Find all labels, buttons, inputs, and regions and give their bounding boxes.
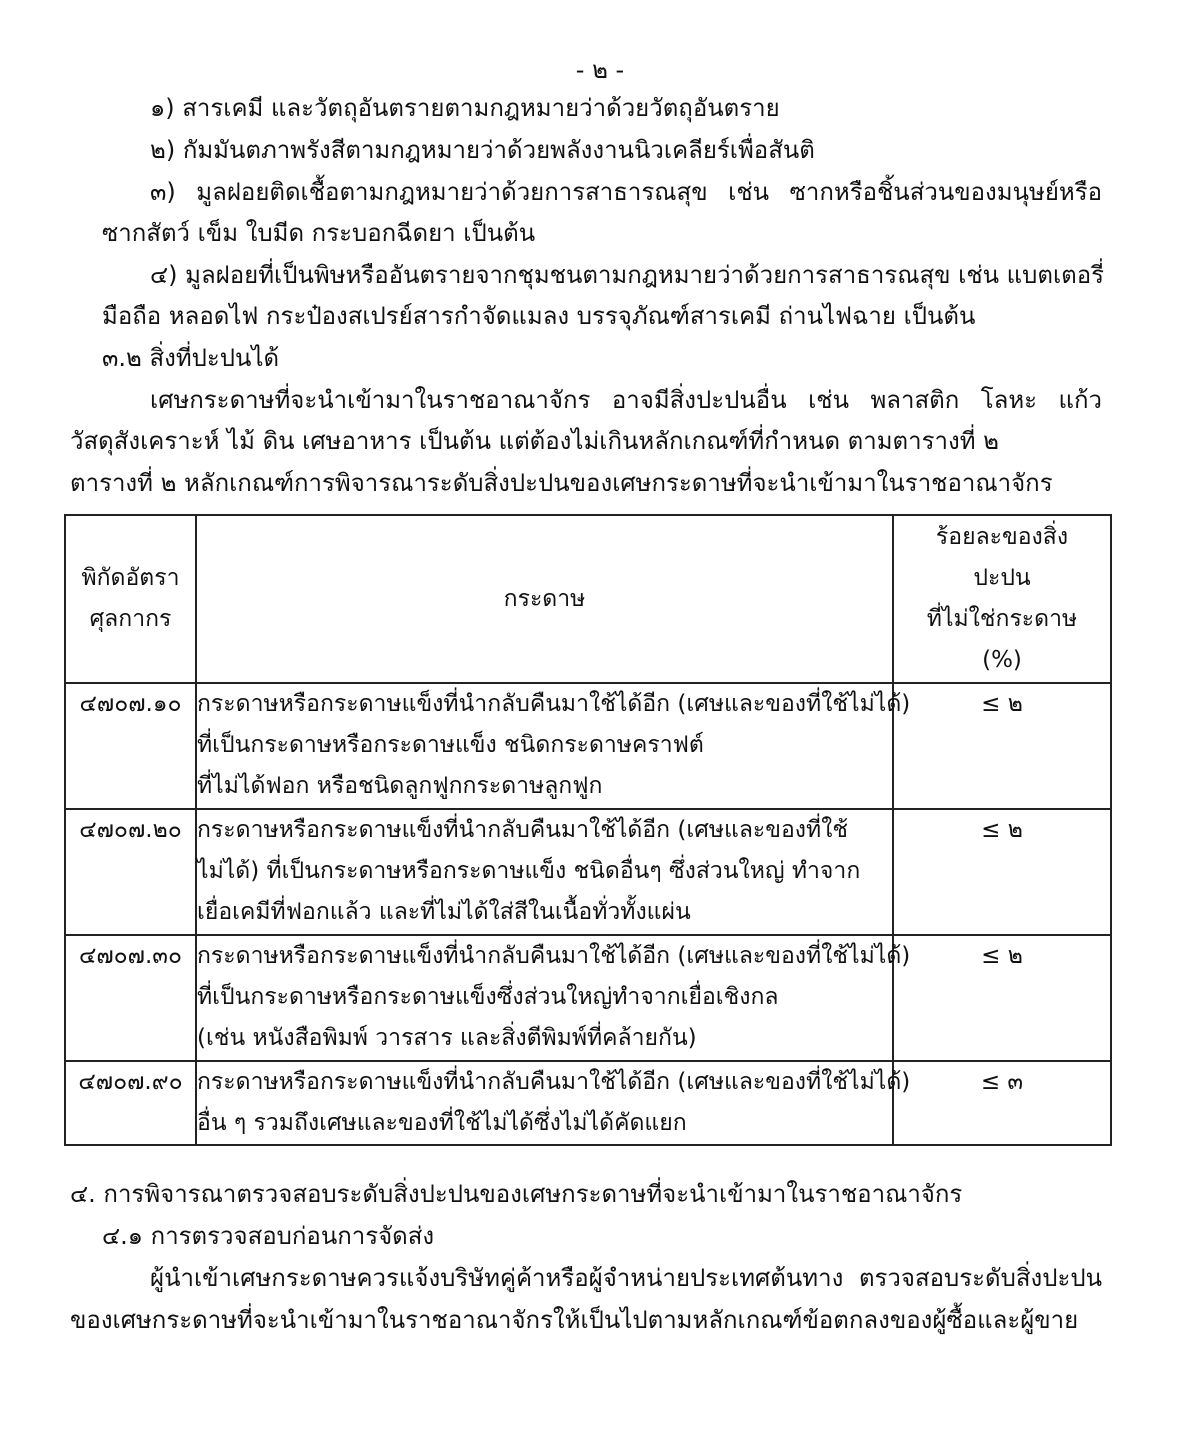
description-cell: กระดาษหรือกระดาษแข็งที่นำกลับคืนมาใช้ได้อีก (เศษและของที่ใช้ไม่ได้) ที่เป็นกระดาษหรือกระดาษแข็ง ชนิดกระดาษคราฟต์ ที่ไม่ได้ฟอก หรือชนิดลูกฟูกกระดาษลูกฟูก: [196, 683, 893, 809]
header-percent: ร้อยละของสิ่ง ปะปน ที่ไม่ใช่กระดาษ (%): [893, 515, 1111, 683]
subheading-3-2: ๓.๒ สิ่งที่ปะปนได้: [102, 344, 280, 372]
percent-limit-cell: ≤ ๓: [893, 1061, 1111, 1145]
paragraph-line-1: เศษกระดาษที่จะนำเข้ามาในราชอาณาจักร อาจมีสิ่งปะปนอื่น เช่น พลาสติก โลหะ แก้ว: [150, 386, 1102, 414]
table-caption: ตารางที่ ๒ หลักเกณฑ์การพิจารณาระดับสิ่งปะปนของเศษกระดาษที่จะนำเข้ามาในราชอาณาจักร: [70, 469, 1053, 497]
percent-limit-cell: ≤ ๒: [893, 683, 1111, 809]
tariff-code-cell: ๔๗๐๗.๙๐: [65, 1061, 196, 1145]
table-header-row: [65, 515, 1111, 683]
section-4-paragraph-line-2: ของเศษกระดาษที่จะนำเข้ามาในราชอาณาจักรให้เป็นไปตามหลักเกณฑ์ข้อตกลงของผู้ซื้อและผู้ขาย: [70, 1306, 1079, 1334]
percent-limit-cell: ≤ ๒: [893, 935, 1111, 1061]
intro-item-3-cont: ซากสัตว์ เข็ม ใบมีด กระบอกฉีดยา เป็นต้น: [102, 219, 536, 247]
intro-item-3: ๓) มูลฝอยติดเชื้อตามกฎหมายว่าด้วยการสาธารณสุข เช่น ซากหรือชิ้นส่วนของมนุษย์หรือ: [150, 178, 1102, 206]
header-tariff-code: พิกัดอัตรา ศุลกากร: [65, 515, 196, 683]
tariff-code-cell: ๔๗๐๗.๒๐: [65, 809, 196, 935]
table-row: [65, 683, 1111, 809]
header-paper: กระดาษ: [196, 515, 893, 683]
page-number: - ๒ -: [575, 56, 625, 84]
intro-item-1: ๑) สารเคมี และวัตถุอันตรายตามกฎหมายว่าด้วยวัตถุอันตราย: [150, 94, 780, 122]
intro-item-4-cont: มือถือ หลอดไฟ กระป๋องสเปรย์สารกำจัดแมลง บรรจุภัณฑ์สารเคมี ถ่านไฟฉาย เป็นต้น: [102, 302, 976, 330]
tariff-code-cell: ๔๗๐๗.๑๐: [65, 683, 196, 809]
table-row: [65, 935, 1111, 1061]
contaminant-criteria-table: [64, 514, 1112, 1146]
description-cell: กระดาษหรือกระดาษแข็งที่นำกลับคืนมาใช้ได้อีก (เศษและของที่ใช้ไม่ได้) อื่น ๆ รวมถึงเศษและของที่ใช้ไม่ได้ซึ่งไม่ได้คัดแยก: [196, 1061, 893, 1145]
percent-limit-cell: ≤ ๒: [893, 809, 1111, 935]
section-4-1-heading: ๔.๑ การตรวจสอบก่อนการจัดส่ง: [102, 1222, 435, 1250]
intro-item-2: ๒) กัมมันตภาพรังสีตามกฎหมายว่าด้วยพลังงานนิวเคลียร์เพื่อสันติ: [150, 136, 815, 164]
table-row: [65, 809, 1111, 935]
paragraph-line-2: วัสดุสังเคราะห์ ไม้ ดิน เศษอาหาร เป็นต้น แต่ต้องไม่เกินหลักเกณฑ์ที่กำหนด ตามตารางที่ ๒: [70, 427, 999, 455]
section-4-heading: ๔. การพิจารณาตรวจสอบระดับสิ่งปะปนของเศษกระดาษที่จะนำเข้ามาในราชอาณาจักร: [70, 1180, 963, 1208]
description-cell: กระดาษหรือกระดาษแข็งที่นำกลับคืนมาใช้ได้อีก (เศษและของที่ใช้ไม่ได้) ที่เป็นกระดาษหรือกระดาษแข็งซึ่งส่วนใหญ่ทำจากเยื่อเชิงกล (เช่น หนังสือพิมพ์ วารสาร และสิ่งตีพิมพ์ที่คล้ายกัน): [196, 935, 893, 1061]
section-4-paragraph-line-1: ผู้นำเข้าเศษกระดาษควรแจ้งบริษัทคู่ค้าหรือผู้จำหน่ายประเทศต้นทาง ตรวจสอบระดับสิ่งปะปน: [150, 1264, 1102, 1292]
intro-item-4: ๔) มูลฝอยที่เป็นพิษหรืออันตรายจากชุมชนตามกฎหมายว่าด้วยการสาธารณสุข เช่น แบตเตอรี่: [150, 261, 1105, 289]
description-cell: กระดาษหรือกระดาษแข็งที่นำกลับคืนมาใช้ได้อีก (เศษและของที่ใช้ ไม่ได้) ที่เป็นกระดาษหรือกระดาษแข็ง ชนิดอื่นๆ ซึ่งส่วนใหญ่ ทำจาก เยื่อเคมีที่ฟอกแล้ว และที่ไม่ได้ใส่สีในเนื้อทั่วทั้งแผ่น: [196, 809, 893, 935]
table-row: [65, 1061, 1111, 1145]
tariff-code-cell: ๔๗๐๗.๓๐: [65, 935, 196, 1061]
